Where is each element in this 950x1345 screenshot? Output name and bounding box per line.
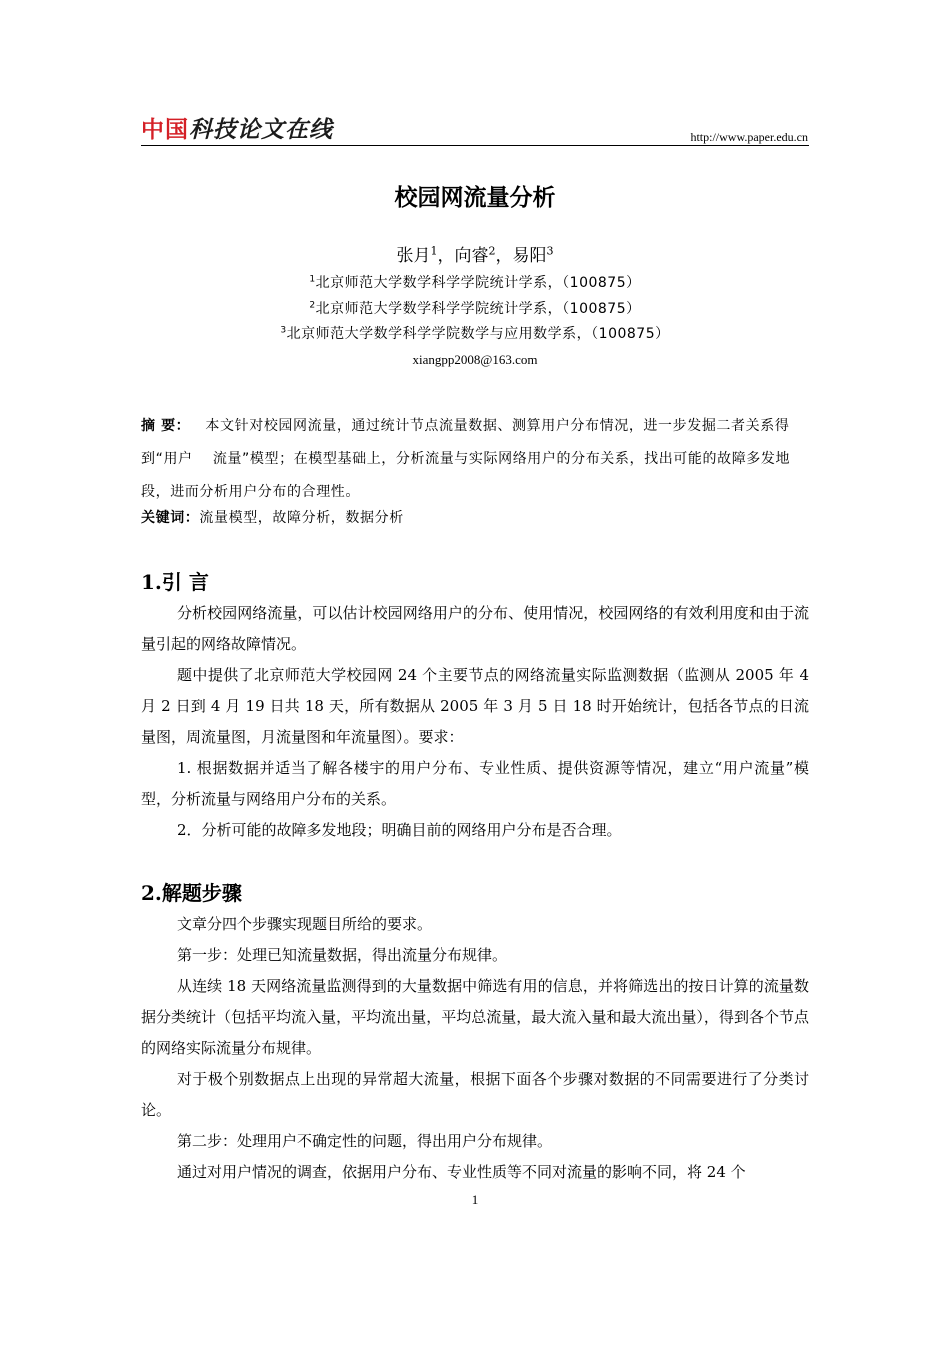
affiliation-sup: 1 (309, 274, 316, 285)
affiliation-sup: 2 (309, 300, 316, 311)
author-email[interactable]: xiangpp2008@163.com (412, 352, 538, 367)
list-item: 1. 根据数据并适当了解各楼宇的用户分布、专业性质、提供资源等情况，建立“用户流量”模型，分析流量与网络用户分布的关系。 (141, 759, 809, 808)
author-sup: 1 (430, 244, 438, 258)
paragraph: 第二步：处理用户不确定性的问题，得出用户分布规律。 (177, 1132, 553, 1150)
paragraph: 对于极个别数据点上出现的异常超大流量，根据下面各个步骤对数据的不同需要进行了分类讨论。 (141, 1070, 809, 1119)
paragraph: 第一步：处理已知流量数据，得出流量分布规律。 (177, 946, 508, 964)
section-heading-steps: 2.解题步骤 (141, 881, 242, 905)
list-item: 2．分析可能的故障多发地段；明确目前的网络用户分布是否合理。 (177, 821, 622, 839)
author-list: 张月$^1$，向睿$^2$，易阳$^3$ (396, 244, 554, 266)
affiliation-1 (0, 273, 950, 293)
paper-title: 校园网流量分析 (394, 185, 556, 211)
abstract-text: 本文针对校园网流量，通过统计节点流量数据、测算用户分布情况，进一步发掘二者关系得到“用户 流量”模型；在模型基础上，分析流量与实际网络用户的分布关系，找出可能的故障多发地段，进而分析用户分布的合理性。 (141, 418, 791, 500)
keywords-text: 流量模型，故障分析，数据分析 (199, 510, 404, 526)
affiliation-text: 北京师范大学数学科学学院统计学系，（100875） (315, 275, 641, 291)
header-divider (141, 145, 809, 146)
page-number: 1 (471, 1192, 479, 1207)
affiliation-text: 北京师范大学数学科学学院统计学系，（100875） (315, 301, 641, 317)
author-sup: 2 (488, 244, 496, 258)
affiliation-sup: 3 (280, 325, 287, 336)
author-name: 易阳 (512, 246, 547, 266)
affiliation-text: 北京师范大学数学科学学院数学与应用数学系，（100875） (286, 326, 670, 342)
site-logo[interactable] (141, 117, 333, 143)
author-sup: 3 (546, 244, 554, 258)
author-name: 张月 (396, 246, 431, 266)
logo-dark-text: 科技论文在线 (189, 117, 333, 143)
affiliation-2 (0, 299, 950, 319)
paragraph: 题中提供了北京师范大学校园网 24 个主要节点的网络流量实际监测数据（监测从 2005 年 4 月 2 日到 4 月 19 日共 18 天，所有数据从 2005 年 3 月 5 日 18 时开始统计，包括各节点的日流量图，周流量图，月流量图和年流量图）。要求： (141, 666, 809, 746)
paragraph: 分析校园网络流量，可以估计校园网络用户的分布、使用情况，校园网络的有效利用度和由于流量引起的网络故障情况。 (141, 604, 809, 653)
paragraph: 通过对用户情况的调查，依据用户分布、专业性质等不同对流量的影响不同，将 24 个 (177, 1163, 746, 1181)
keywords-label: 关键词： (141, 510, 200, 526)
paragraph: 文章分四个步骤实现题目所给的要求。 (177, 915, 433, 933)
logo-red-text: 中国 (141, 117, 189, 143)
site-url[interactable]: http://www.paper.edu.cn (690, 130, 808, 144)
keywords (141, 506, 809, 530)
paragraph: 从连续 18 天网络流量监测得到的大量数据中筛选有用的信息，并将筛选出的按日计算的流量数据分类统计（包括平均流入量，平均流出量，平均总流量，最大流入量和最大流出量），得到各个节点的网络实际流量分布规律。 (141, 977, 809, 1057)
section-heading-intro: 1.引 言 (141, 570, 209, 594)
abstract (141, 410, 809, 509)
author-name: 向睿 (454, 246, 489, 266)
affiliation-3 (0, 324, 950, 344)
abstract-label: 摘 要： (141, 418, 191, 434)
